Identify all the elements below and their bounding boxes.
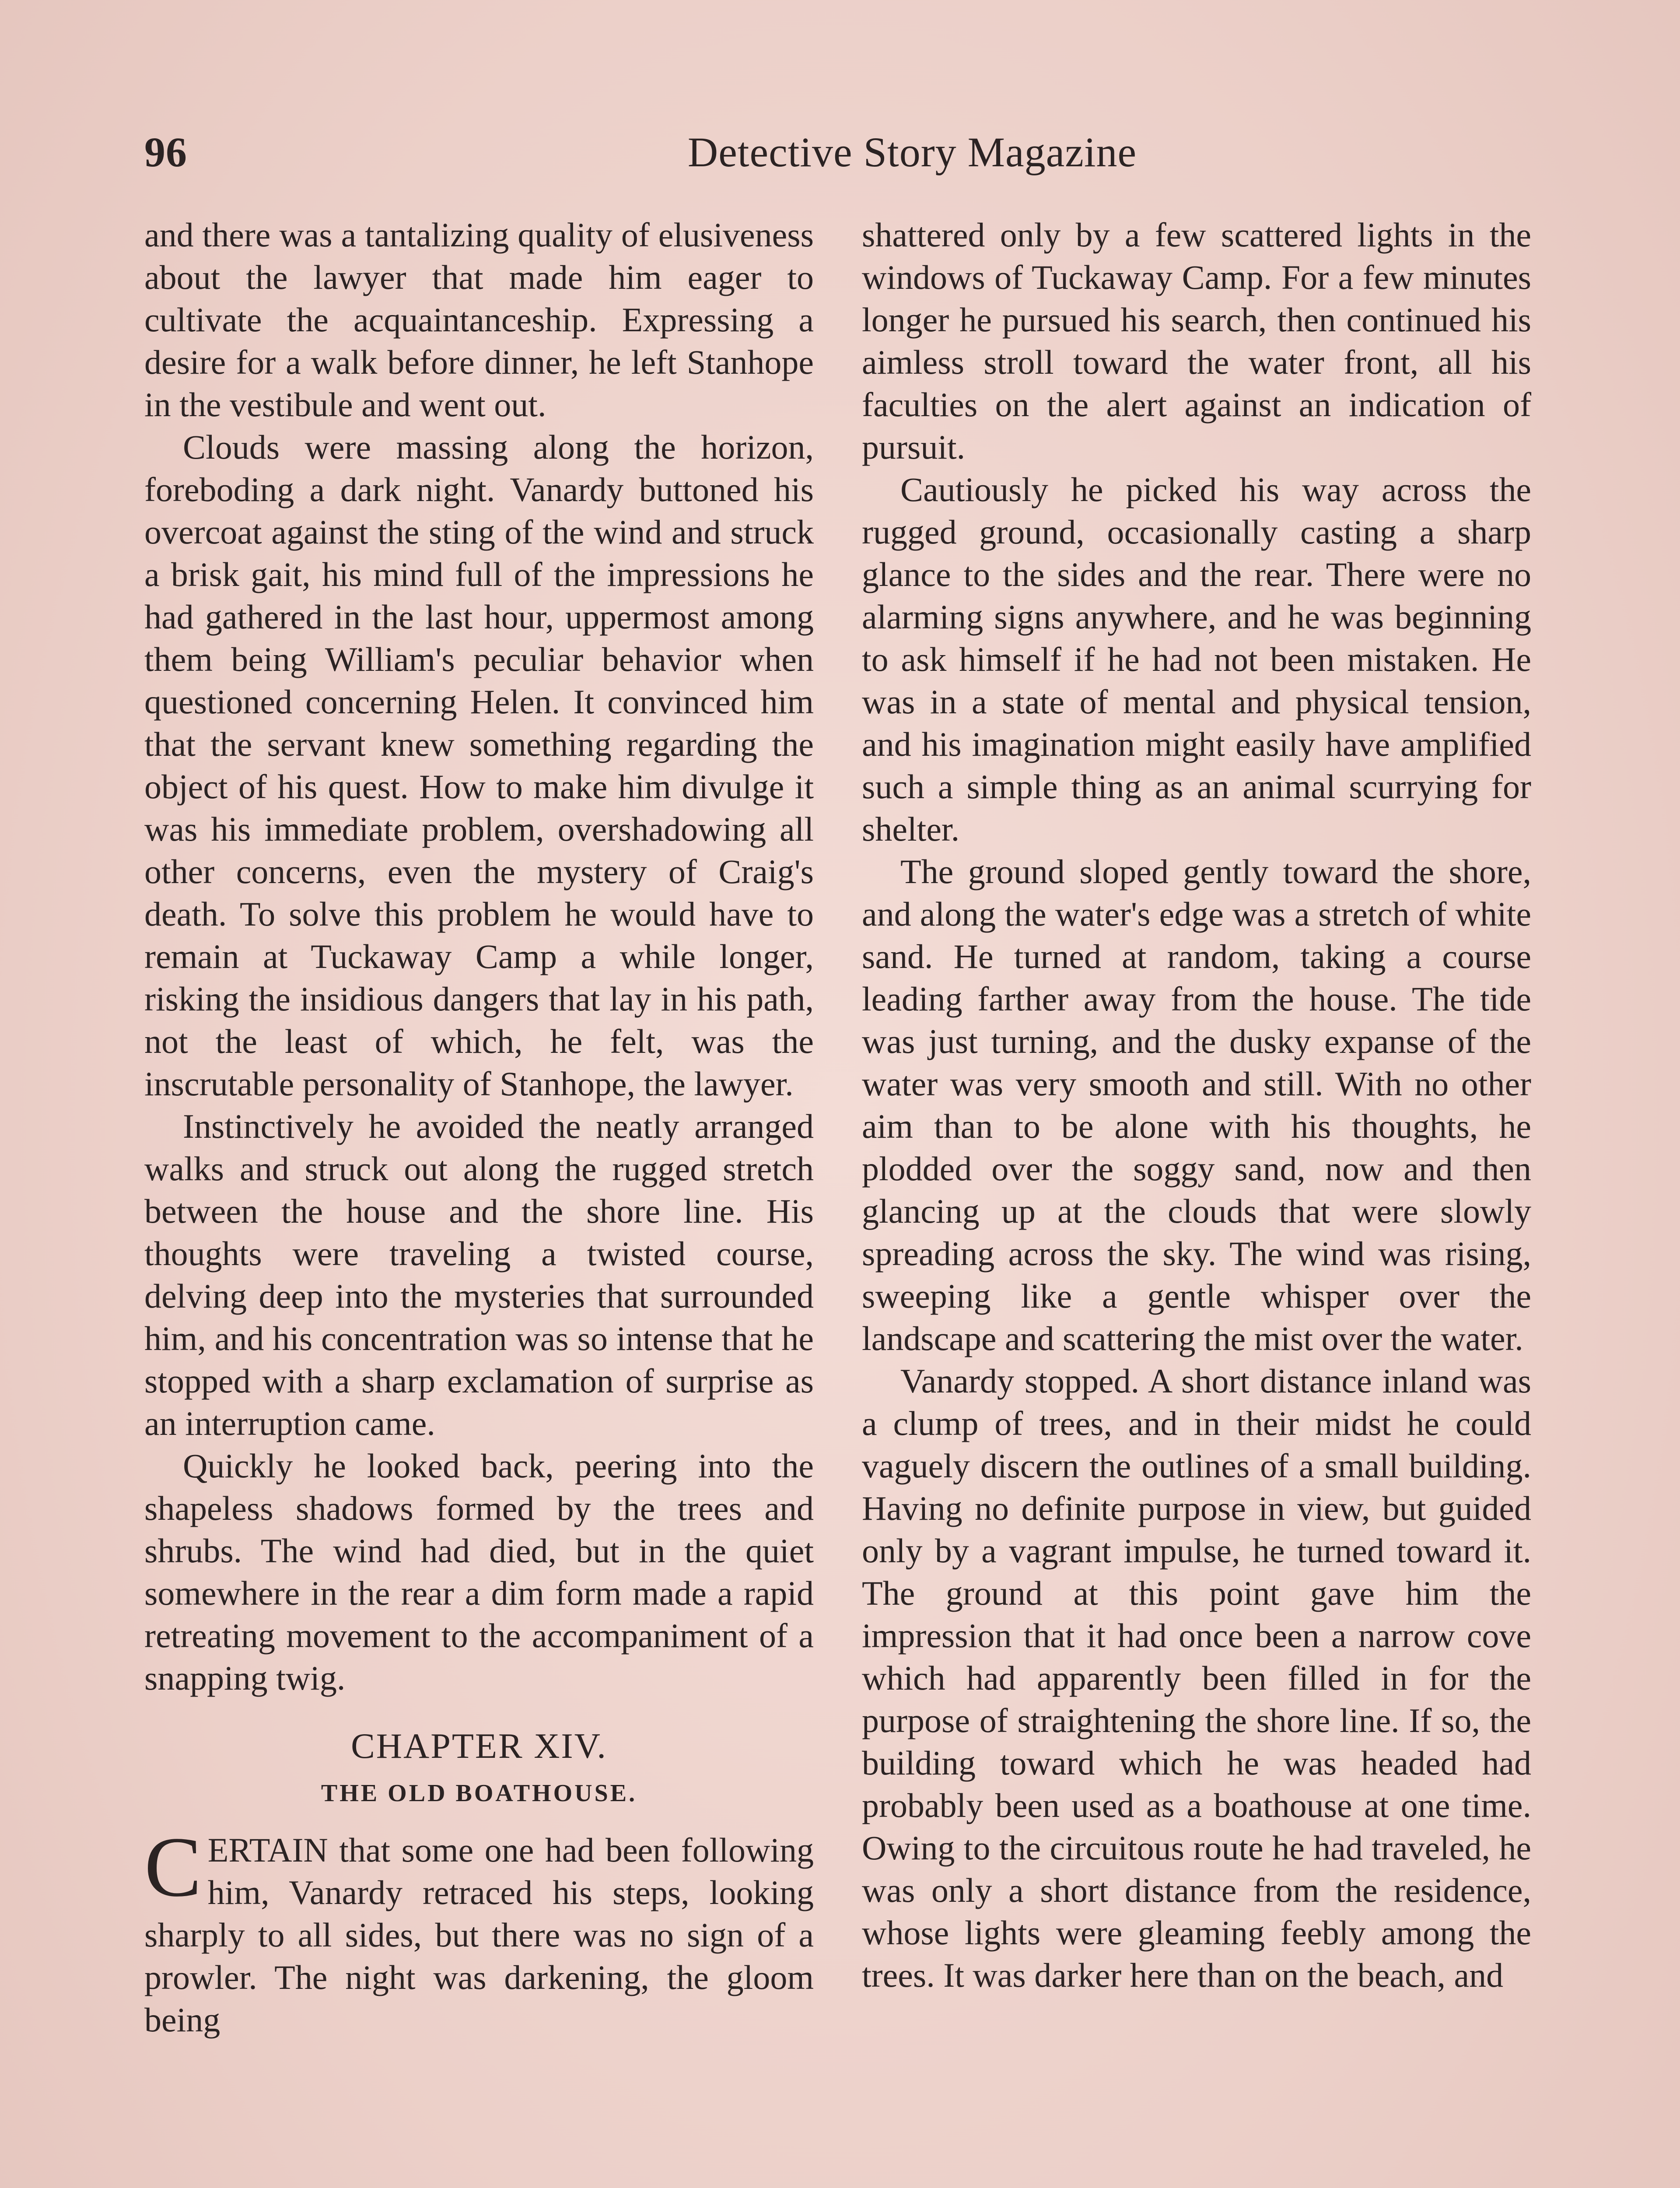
chapter-opening-text: ERTAIN that some one had been following him, Vanardy retraced his steps, looking sharply to all sides, but there was no sign of a prowler. The night was darkening, the gloom being — [144, 1831, 814, 2039]
right-column — [862, 214, 1531, 1996]
paragraph: and there was a tantalizing quality of elusiveness about the lawyer that made him eager to cultivate the acquaintanceship. Expressing a desire for a walk before dinner, he left Stanhope in the vestibule and went out. — [144, 216, 814, 424]
running-header — [144, 123, 1536, 189]
paragraph: Instinctively he avoided the neatly arranged walks and struck out along the rugged stretch between the house and the shore line. His thoughts were traveling a twisted course, delving deep into the mysteries that surrounded him, and his concentration was so intense that he stopped with a sharp exclamation of surprise as an interruption came. — [144, 1107, 814, 1442]
paragraph: shattered only by a few scattered lights in the windows of Tuckaway Camp. For a few minutes longer he pursued his search, then continued his aimless stroll toward the water front, all his faculties on the alert against an indication of pursuit. — [862, 216, 1531, 466]
chapter-subtitle: THE OLD BOATHOUSE. — [321, 1780, 637, 1807]
magazine-title: Detective Story Magazine — [687, 129, 1137, 175]
page-number: 96 — [144, 129, 187, 175]
paragraph: The ground sloped gently toward the shore, and along the water's edge was a stretch of white sand. He turned at random, taking a course leading farther away from the house. The tide was just turning, and the dusky expanse of the water was very smooth and still. With no other aim than to be alone with his thoughts, he plodded over the soggy sand, now and then glancing up at the clouds that were slowly spreading across the sky. The wind was rising, sweeping like a gentle whisper over the landscape and scattering the mist over the water. — [862, 852, 1531, 1357]
chapter-opening-paragraph — [144, 1820, 814, 2041]
drop-cap: C — [144, 1820, 202, 1914]
paragraph: Cautiously he picked his way across the rugged ground, occasionally casting a sharp glance to the sides and the rear. There were no alarming signs anywhere, and he was beginning to ask himself if he had not been mistaken. He was in a state of mental and physical tension, and his imagination might easily have amplified such a simple thing as an animal scurrying for shelter. — [862, 470, 1531, 848]
chapter-heading: CHAPTER XIV. — [351, 1726, 607, 1766]
left-column — [144, 214, 814, 2041]
paragraph: Quickly he looked back, peering into the shapeless shadows formed by the trees and shrubs. The wind had died, but in the quiet somewhere in the rear a dim form made a rapid retreating movement to the accompaniment of a snapping twig. — [144, 1447, 814, 1697]
paragraph: Vanardy stopped. A short distance inland was a clump of trees, and in their midst he could vaguely discern the outlines of a small building. Having no definite purpose in view, but guided only by a vagrant impulse, he turned toward it. The ground at this point gave him the impression that it had once been a narrow cove which had apparently been filled in for the purpose of straightening the shore line. If so, the building toward which he was headed had probably been used as a boathouse at one time. Owing to the circuitous route he had traveled, he was only a short distance from the residence, whose lights were gleaming feebly among the trees. It was darker here than on the beach, and — [862, 1362, 1531, 1994]
paragraph: Clouds were massing along the horizon, foreboding a dark night. Vanardy buttoned his overcoat against the sting of the wind and struck a brisk gait, his mind full of the impressions he had gathered in the last hour, uppermost among them being William's peculiar behavior when questioned concerning Helen. It convinced him that the servant knew something regarding the object of his quest. How to make him divulge it was his immediate problem, overshadowing all other concerns, even the mystery of Craig's death. To solve this problem he would have to remain at Tuckaway Camp a while longer, risking the insidious dangers that lay in his path, not the least of which, he felt, was the inscrutable personality of Stanhope, the lawyer. — [144, 428, 814, 1103]
